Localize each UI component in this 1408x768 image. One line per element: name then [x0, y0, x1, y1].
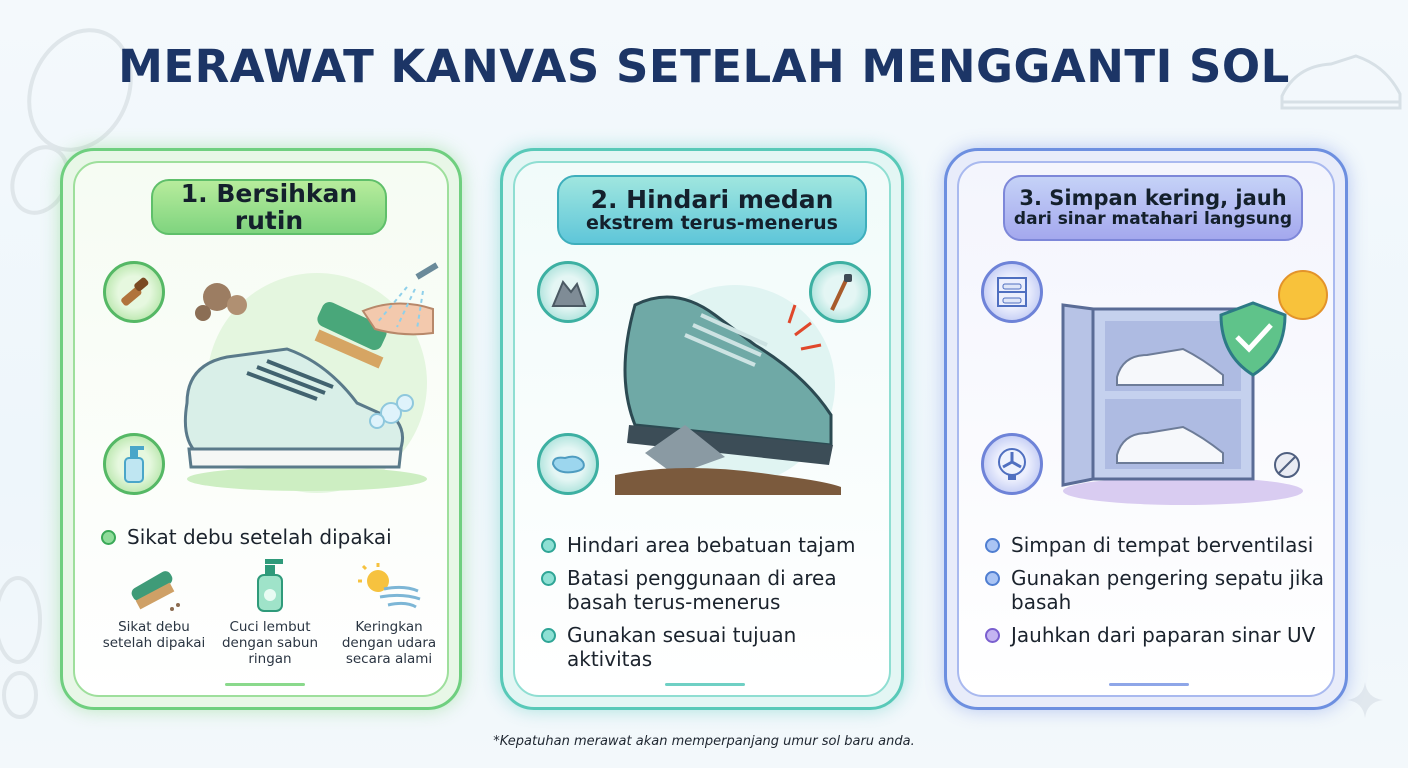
shoe-cabinet-illustration [1033, 259, 1333, 509]
tip-brush: Sikat debu setelah dipakai [99, 557, 209, 651]
bullet-dot [541, 571, 556, 586]
bullet-dot [985, 538, 1000, 553]
bullet-dot [541, 538, 556, 553]
bullet-dot [985, 628, 1000, 643]
card-heading: 3. Simpan kering, jauh dari sinar matahari langsung [1003, 175, 1303, 241]
brush-icon [103, 261, 165, 323]
list-item: Batasi penggunaan di area basah terus-menerus [541, 566, 881, 614]
soap-bottle-icon [215, 557, 325, 613]
page-title: MERAWAT KANVAS SETELAH MENGGANTI SOL [118, 40, 1290, 93]
care-card-clean [60, 148, 462, 710]
bullet-dot [541, 628, 556, 643]
tip-air-dry: Keringkan dengan udara secara alami [329, 557, 449, 667]
divider [665, 683, 745, 686]
list-item: Sikat debu setelah dipakai [101, 525, 441, 549]
list-item: Simpan di tempat berventilasi [985, 533, 1325, 557]
care-card-storage [944, 148, 1348, 710]
care-card-terrain [500, 148, 904, 710]
card-heading: 2. Hindari medan ekstrem terus-menerus [557, 175, 867, 245]
list-item: Hindari area bebatuan tajam [541, 533, 881, 557]
sneaker-cleaning-illustration [167, 253, 447, 503]
divider [225, 683, 305, 686]
bullet-list [541, 533, 881, 680]
divider [1109, 683, 1189, 686]
hiking-shoe-illustration [605, 275, 845, 505]
bullet-list [101, 525, 441, 558]
sun-wind-icon [329, 557, 449, 613]
footer-note: *Kepatuhan merawat akan memperpanjang umur sol baru anda. [493, 734, 915, 749]
card-heading: 1. Bersihkan rutin [151, 179, 387, 235]
list-item: Jauhkan dari paparan sinar UV [985, 623, 1325, 647]
bullet-list [985, 533, 1325, 656]
rock-icon [537, 261, 599, 323]
sparkle-icon [1345, 680, 1385, 720]
list-item: Gunakan pengering sepatu jika basah [985, 566, 1325, 614]
soap-bottle-icon [103, 433, 165, 495]
bullet-dot [101, 530, 116, 545]
list-item: Gunakan sesuai tujuan aktivitas [541, 623, 881, 671]
brush-icon [99, 557, 209, 613]
tip-soap: Cuci lembut dengan sabun ringan [215, 557, 325, 667]
puddle-icon [537, 433, 599, 495]
bullet-dot [985, 571, 1000, 586]
background-shoe-print-icon [0, 570, 50, 720]
